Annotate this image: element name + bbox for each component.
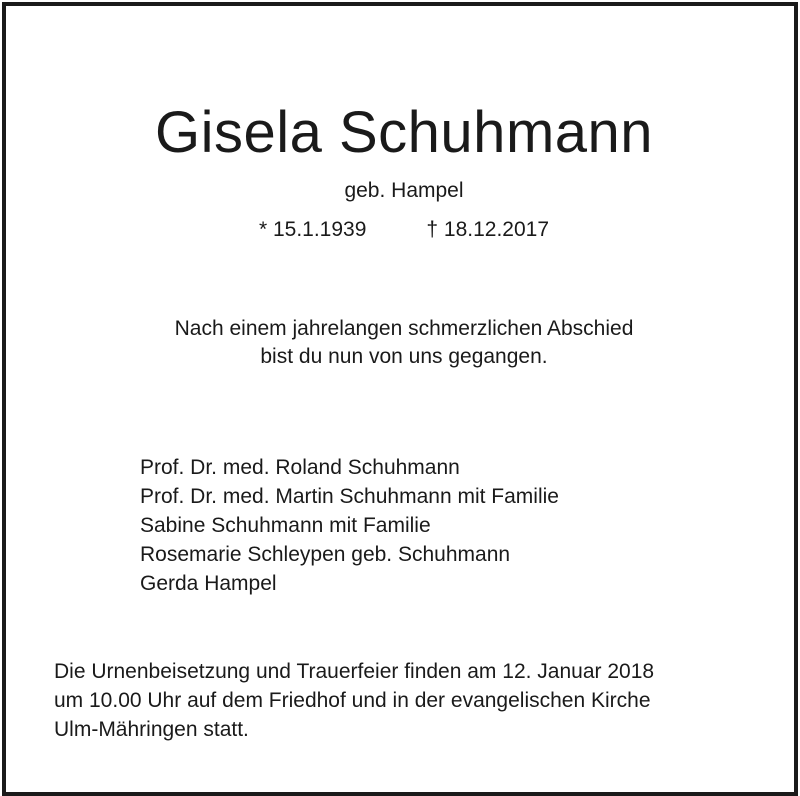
farewell-text — [6, 315, 800, 371]
mourner-name: Rosemarie Schleypen geb. Schuhmann — [140, 543, 511, 566]
mourner-name: Prof. Dr. med. Roland Schuhmann — [140, 456, 460, 479]
ceremony-info — [54, 657, 654, 744]
ceremony-line: um 10.00 Uhr auf dem Friedhof und in der evangelischen Kirche — [54, 689, 651, 712]
mourner-name: Sabine Schuhmann mit Familie — [140, 514, 431, 537]
birth-date: * 15.1.1939 — [258, 218, 367, 241]
farewell-line: bist du nun von uns gegangen. — [260, 345, 548, 368]
maiden-name: geb. Hampel — [344, 179, 464, 202]
mourner-name: Prof. Dr. med. Martin Schuhmann mit Familie — [140, 485, 559, 508]
farewell-line: Nach einem jahrelangen schmerzlichen Abschied — [174, 317, 634, 340]
deceased-name: Gisela Schuhmann — [154, 100, 654, 165]
mourners-list — [140, 453, 559, 598]
ceremony-line: Die Urnenbeisetzung und Trauerfeier finden am 12. Januar 2018 — [54, 660, 655, 683]
obituary-notice — [2, 2, 798, 796]
ceremony-line: Ulm-Mähringen statt. — [54, 718, 249, 741]
mourner-name: Gerda Hampel — [140, 572, 277, 595]
death-date: † 18.12.2017 — [426, 218, 550, 241]
life-dates — [6, 216, 800, 244]
